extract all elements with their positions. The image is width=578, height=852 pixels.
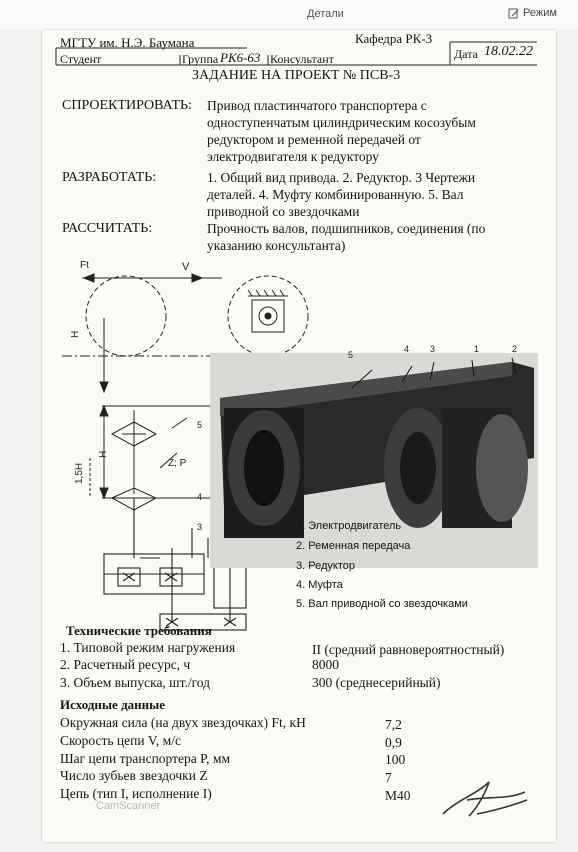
h-inner-label: H	[98, 450, 109, 458]
develop-label: РАЗРАБОТАТЬ:	[62, 170, 157, 185]
photo-callout-1: 1	[474, 344, 480, 354]
design-line: одноступенчатым цилиндрическим косозубым	[207, 115, 476, 130]
callout-5: 5	[197, 420, 203, 430]
source-row-label: Цепь (тип I, исполнение I)	[60, 786, 212, 801]
camscanner-watermark: CamScanner	[96, 800, 161, 812]
date-label: Дата	[454, 47, 478, 61]
source-row-value: 7	[385, 770, 392, 785]
calc-label: РАССЧИТАТЬ:	[62, 221, 153, 236]
develop-line: 1. Общий вид привода. 2. Редуктор. 3 Чертежи	[207, 170, 476, 185]
legend-item: 5. Вал приводной со звездочками	[296, 598, 468, 610]
design-label: СПРОЕКТИРОВАТЬ:	[62, 98, 192, 113]
photo-callout-2: 2	[512, 344, 518, 354]
legend-item: 1. Электродвигатель	[296, 520, 402, 532]
viewer-toolbar	[0, 0, 578, 30]
legend-item: 4. Муфта	[296, 579, 343, 591]
mode-button[interactable]	[508, 7, 557, 19]
ft-label: Ft	[80, 260, 89, 271]
photo-callout-5: 5	[348, 350, 354, 360]
assignment-title: ЗАДАНИЕ НА ПРОЕКТ № ПСВ-3	[192, 68, 401, 83]
details-link[interactable]: Детали	[307, 8, 344, 20]
group-value: РК6-63	[220, 50, 261, 65]
source-row-label: Число зубьев звездочки Z	[60, 768, 208, 783]
signature	[437, 770, 532, 822]
design-line: редуктором и ременной передачей от	[207, 132, 421, 147]
source-title: Исходные данные	[60, 697, 166, 712]
source-row-label: Шаг цепи транспортера P, мм	[60, 751, 230, 766]
calc-line: Прочность валов, подшипников, соединения (по	[207, 221, 486, 236]
source-row-value: М40	[385, 788, 411, 803]
date-value: 18.02.22	[484, 44, 533, 59]
calc-line: указанию консультанта)	[207, 238, 346, 253]
source-row-value: 7,2	[385, 717, 402, 732]
student-label: Студент	[60, 52, 102, 66]
source-row-value: 0,9	[385, 735, 402, 750]
callout-3: 3	[197, 522, 203, 532]
zp-label: Z; P	[168, 458, 187, 469]
tech-row-label: 2. Расчетный ресурс, ч	[60, 657, 191, 672]
source-row-label: Скорость цепи V, м/с	[60, 733, 181, 748]
callout-4: 4	[197, 492, 203, 502]
photo-callout-4: 4	[404, 344, 410, 354]
h15-label: 1,5H	[74, 462, 85, 484]
h-label: H	[70, 330, 81, 338]
photo-callout-3: 3	[430, 344, 436, 354]
source-row-label: Окружная сила (на двух звездочках) Ft, кН	[60, 715, 306, 730]
consultant-label: Консультант	[270, 52, 334, 66]
tech-row-value: 8000	[312, 657, 339, 672]
develop-line: деталей. 4. Муфту комбинированную. 5. Вал	[207, 187, 464, 202]
tech-title: Технические требования	[66, 623, 212, 638]
mode-label: Режим	[523, 7, 557, 19]
document-page	[42, 30, 556, 842]
university-name: МГТУ им. Н.Э. Баумана	[60, 35, 195, 50]
department-name: Кафедра РК-3	[355, 31, 433, 46]
design-line: электродвигателя к редуктору	[207, 149, 379, 164]
tech-row-value: 300 (среднесерийный)	[312, 675, 441, 690]
edit-icon	[508, 8, 519, 19]
source-row-value: 100	[385, 752, 406, 767]
tech-row-label: 1. Типовой режим нагружения	[60, 640, 236, 655]
legend-item: 2. Ременная передача	[296, 540, 411, 552]
group-label: Группа	[182, 52, 219, 66]
design-line: Привод пластинчатого транспортера с	[207, 98, 427, 113]
develop-line: приводной со звездочками	[207, 204, 360, 219]
tech-row-value: II (средний равновероятностный)	[312, 642, 505, 657]
tech-row-label: 3. Объем выпуска, шт./год	[60, 675, 211, 690]
v-label: V	[182, 261, 190, 273]
conveyor-photo	[210, 353, 538, 568]
legend-item: 3. Редуктор	[296, 560, 355, 572]
